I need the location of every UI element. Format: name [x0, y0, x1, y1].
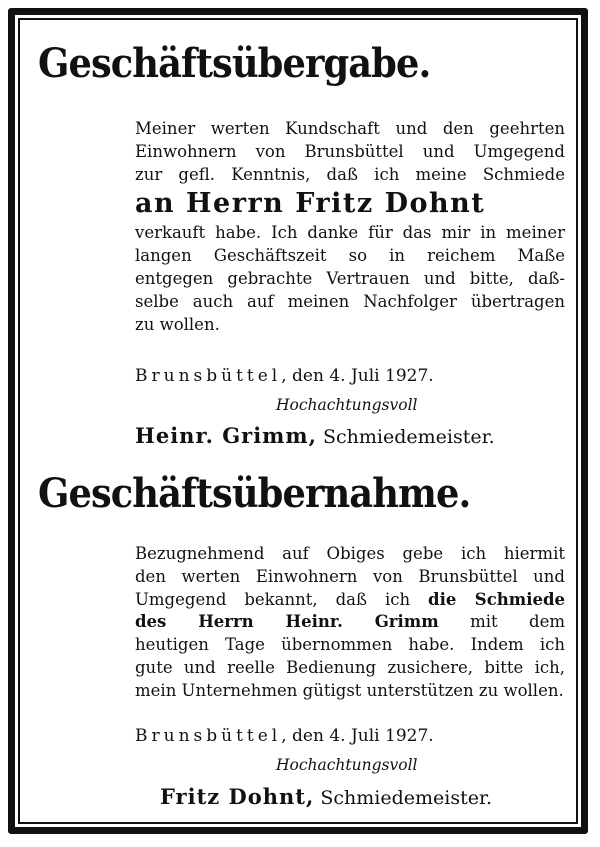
- date-text: , den 4. Juli 1927.: [281, 726, 434, 746]
- greeting-1: Hochachtungsvoll: [276, 396, 418, 414]
- headline-takeover: Geschäftsübernahme.: [38, 470, 471, 517]
- text-line: entgegen gebrachte Vertrauen und bitte, daß-: [135, 268, 565, 288]
- transfer-text: [135, 118, 565, 336]
- dateline-2: [135, 726, 434, 746]
- text-line: selbe auch auf meinen Nachfolger übertragen: [135, 291, 565, 311]
- text-line: Meiner werten Kundschaft und den geehrten: [135, 119, 565, 138]
- text-line: [135, 589, 565, 612]
- signature-2: [160, 784, 492, 809]
- greeting-2: Hochachtungsvoll: [276, 756, 418, 774]
- dateline-1: [135, 366, 434, 386]
- text-segment: mit dem: [438, 612, 565, 632]
- signer-title: Schmiedemeister.: [322, 426, 495, 448]
- signer-title: Schmiedemeister.: [320, 787, 492, 809]
- bold-segment: die Schmiede: [428, 589, 565, 609]
- text-line: den werten Einwohnern von Brunsbüttel und: [135, 566, 565, 586]
- text-line: zur gefl. Kenntnis, daß ich meine Schmiede: [135, 164, 565, 184]
- text-line: [135, 611, 565, 634]
- signer-name: Heinr. Grimm,: [135, 423, 317, 448]
- headline-transfer: Geschäftsübergabe.: [38, 40, 431, 87]
- date-text: , den 4. Juli 1927.: [281, 366, 434, 386]
- text-line: Einwohnern von Brunsbüttel und Umgegend: [135, 141, 565, 161]
- signature-1: [135, 423, 495, 448]
- newspaper-notice: [18, 18, 578, 824]
- place-name: Brunsbüttel: [135, 366, 282, 386]
- text-segment: Umgegend bekannt, daß ich: [135, 589, 429, 609]
- text-line: zu wollen.: [135, 314, 220, 334]
- text-line: Bezugnehmend auf Obiges gebe ich hiermit: [135, 544, 565, 563]
- text-line: heutigen Tage übernommen habe. Indem ich: [135, 635, 565, 655]
- new-owner-highlight: an Herrn Fritz Dohnt: [135, 188, 486, 220]
- text-line: mein Unternehmen gütigst unterstützen zu wollen.: [135, 680, 564, 700]
- signer-name: Fritz Dohnt,: [160, 784, 315, 809]
- takeover-text: [135, 543, 565, 703]
- text-line: langen Geschäftszeit so in reichem Maße: [135, 246, 565, 266]
- text-line: verkauft habe. Ich danke für das mir in meiner: [135, 223, 565, 243]
- bold-segment: des Herrn Heinr. Grimm: [135, 612, 439, 632]
- text-line: gute und reelle Bedienung zusichere, bitte ich,: [135, 657, 565, 677]
- place-name: Brunsbüttel: [135, 726, 282, 746]
